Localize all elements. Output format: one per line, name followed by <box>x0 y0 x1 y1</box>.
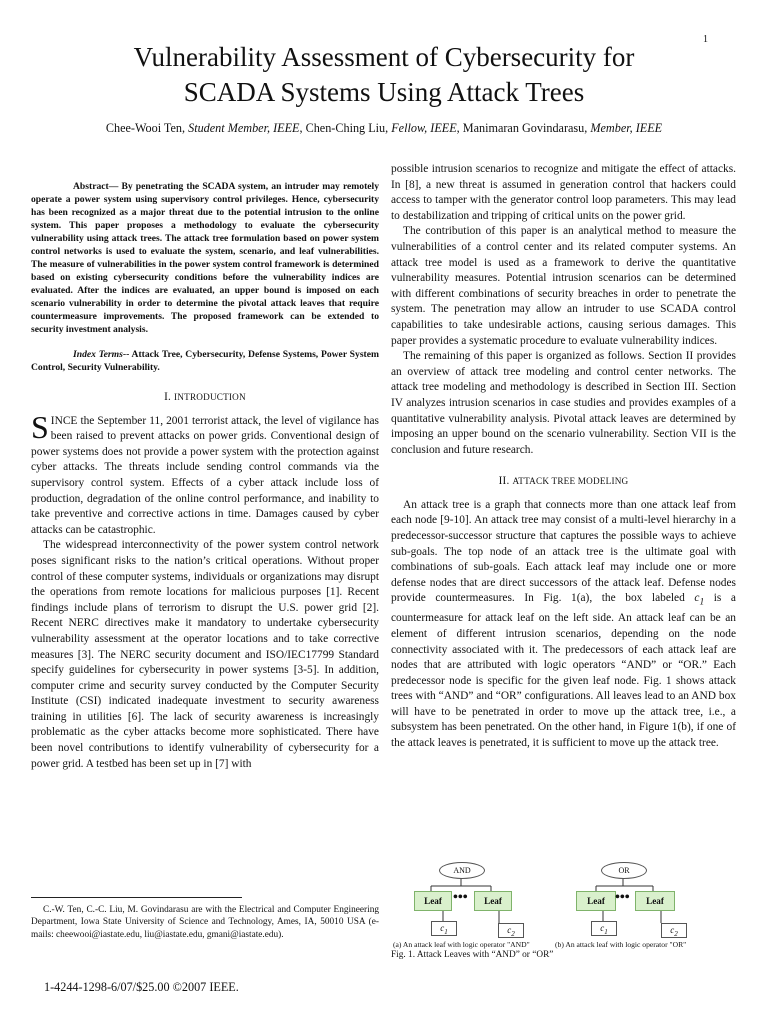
drop-cap: S <box>31 408 49 445</box>
author-name: Chee-Wooi Ten, <box>105 121 189 135</box>
countermeasure-subscript: 1 <box>699 597 705 608</box>
attack-leaf: Leaf <box>635 891 675 911</box>
and-operator: AND <box>439 862 485 879</box>
intro-paragraph-2: The widespread interconnectivity of the power system control network poses significant risks to the nation’s critical operations. Without proper control of these computer systems, individuals or organizations may disrupt the operations from remote locations for malicious purposes [1]. Recent findings include plans of terrorism to disrupt the U.S. power grid [2]. Recent NERC directives make it mandatory to undertake cybersecurity vulnerability assessment at the operator locations and to take corrective measures [3]. The NERC security document and ISO/IEC17799 Standard specify guidelines for cybersecurity in power systems [3-5]. In addition, computer crime and security survey conducted by the Computer Security Institute (CSI) indicated inadequate investment to security awareness training in utilities [6]. The lack of security awareness is increasingly problematic as the cyber attacks become more sophisticated. There have been novel contributions to identify vulnerability of cybersecurity for a power grid. A testbed has been set up in [7] with <box>31 539 379 770</box>
countermeasure-box <box>431 921 457 936</box>
countermeasure-subscript: 2 <box>511 929 515 938</box>
author-role: Student Member, IEEE <box>188 121 300 135</box>
countermeasure-letter: c <box>670 925 675 935</box>
title-line-1: Vulnerability Assessment of Cybersecurity for <box>133 42 635 72</box>
subcaption-a: (a) An attack leaf with logic operator "AND" <box>393 940 530 949</box>
right-paragraph-1: possible intrusion scenarios to recognize and mitigate the effect of attacks. In [8], a new threat is assumed in generation control that hackers could access to tamper with the generator control loop parameters. This may lead to destabilization and tripping of critical units on the power grid. <box>391 163 736 222</box>
author-separator: , <box>456 121 463 135</box>
countermeasure-subscript: 1 <box>444 927 448 936</box>
attack-leaf: Leaf <box>576 891 616 911</box>
countermeasure-letter: c <box>507 925 512 935</box>
author-role: Fellow, IEEE <box>391 121 457 135</box>
countermeasure-letter: c <box>600 923 605 933</box>
copyright-line: 1-4244-1298-6/07/$25.00 ©2007 IEEE. <box>44 980 239 994</box>
countermeasure-subscript: 2 <box>674 929 678 938</box>
index-terms-text: -- Attack Tree, Cybersecurity, Defense Systems, Power System Control, Security Vulnerability. <box>31 349 379 373</box>
countermeasure-letter: c <box>694 592 700 605</box>
section-number: II. <box>498 475 513 488</box>
paper-title <box>0 40 768 110</box>
section2-text-b: is a countermeasure for attack leaf on the left side. An attack leaf can be an element of different intrusion scenarios, depending on the node connectivity associated with it. The predecessors of each attack leaf are nodes that are attributed with logic operators “AND” or “OR.” Each predecessor node is specific for the given leaf node. Fig. 1 shows attack trees with “AND” and “OR” configurations. All leaves lead to an AND box will have to be penetrated in order to move up the attack tree, i.e., a subsystem has been penetrated. On the other hand, in Figure 1(b), if one of the attack leaves is penetrated, it is sufficient to move up the attack tree. <box>391 592 736 750</box>
author-role: Member, IEEE <box>590 121 663 135</box>
index-terms <box>31 348 379 374</box>
countermeasure-box <box>498 923 524 938</box>
page-number: 1 <box>703 34 708 45</box>
footnote-rule <box>31 897 242 898</box>
author-name: Chen-Ching Liu, <box>305 121 392 135</box>
left-column <box>31 180 379 772</box>
ellipsis: ••• <box>615 890 630 905</box>
section-title: ATTACK TREE MODELING <box>512 476 629 487</box>
section2-text-a: An attack tree is a graph that connects more than one attack leaf from each node [9-10]. An attack tree may consist of a multi-level hierarchy in a predecessor-successor structure that captures the possible ways to achieve sub-goals. The top node of an attack tree is the ultimate goal with combinations of sub-goals. Each attack leaf may include one or more defense nodes that are direct successors of the attack leaf. Defense nodes provide countermeasures. In Fig. 1(a), the box labeled <box>391 498 736 605</box>
countermeasure-letter: c <box>440 923 445 933</box>
subcaption-b: (b) An attack leaf with logic operator "OR" <box>555 940 687 949</box>
index-terms-label: Index Terms <box>73 349 123 360</box>
figure-1 <box>391 860 736 960</box>
section-heading-introduction <box>31 390 379 406</box>
countermeasure-symbol <box>694 592 705 608</box>
right-paragraph-3: The remaining of this paper is organized as follows. Section II provides an overview of attack tree modeling and control center networks. The attack tree modeling and methodology is described in Section III. Section IV analyzes intrusion scenarios in case studies and provides examples of a quantitative vulnerability analysis. Pivotal attack leaves are determined by imposing an upper bound on the scenario vulnerability. Section VII is the conclusion and future research. <box>391 350 736 456</box>
footnote: C.-W. Ten, C.-C. Liu, M. Govindarasu are with the Electrical and Computer Engineering Department, Iowa State University of Science and Technology, Ames, IA, 50010 USA (e-mails: cheewooi@iastate.edu, liu@iastate.edu, gmani@iastate.edu). <box>31 905 379 940</box>
intro-paragraph-1-text: INCE the September 11, 2001 terrorist attack, the level of vigilance has been raised to prevent attacks on power grids. Conventional design of power systems does not provide a power system with the protection against cyber attacks. The threats include sending control commands via the supervisory control system. Effects of a cyber attack include loss of production, degradation of the online control performance, and inability to take preventive and corrective actions in time. Damages caused by cyber attacks can be catastrophic. <box>31 414 379 536</box>
right-paragraph-2: The contribution of this paper is an analytical method to measure the vulnerabilities of a control center and its related computer systems. An attack tree model is used as a framework to derive the quantitative vulnerability measures. Potential intrusion scenarios can be determined with different combinations of security breaches in order to penetrate the system. The penetration may allow an intruder to use SCADA control capabilities to take undesirable actions, causing serious damages. This paper provides a systematic procedure to evaluate vulnerability indices. <box>391 225 736 347</box>
intro-paragraph-1 <box>31 408 379 539</box>
or-operator: OR <box>601 862 647 879</box>
countermeasure-box <box>661 923 687 938</box>
author-separator: , <box>299 121 306 135</box>
title-line-2: SCADA Systems Using Attack Trees <box>183 77 585 107</box>
countermeasure-subscript: 1 <box>604 927 608 936</box>
ellipsis: ••• <box>453 890 468 905</box>
author-name: Manimaran Govindarasu, <box>462 121 591 135</box>
right-column <box>391 162 736 752</box>
attack-leaf: Leaf <box>414 891 452 911</box>
section2-paragraph-1 <box>391 498 736 752</box>
abstract: Abstract— By penetrating the SCADA system, an intruder may remotely operate a power system using supervisory control privileges. Hence, cybersecurity has been recognized as a major threat due to the potential intrusion to the online system. This paper proposes a methodology to evaluate the cybersecurity vulnerability using attack trees. The attack tree formulation based on power system control networks is used to evaluate the system, scenario, and leaf vulnerabilities. The measure of vulnerabilities in the power system control framework is determined based on existing cybersecurity conditions before the vulnerability indices are evaluated. After the indices are evaluated, an upper bound is imposed on each scenario vulnerability in order to determine the pivotal attack leaves that require countermeasure improvements. The proposed framework can be extended to security investment analysis. <box>31 181 379 335</box>
countermeasure-box <box>591 921 617 936</box>
figure-caption: Fig. 1. Attack Leaves with “AND” or “OR” <box>391 950 554 960</box>
section-heading-attack-tree <box>391 474 736 490</box>
author-line <box>0 121 768 136</box>
section-title: INTRODUCTION <box>174 392 246 402</box>
section-number: I. <box>164 391 175 403</box>
attack-leaf: Leaf <box>474 891 512 911</box>
